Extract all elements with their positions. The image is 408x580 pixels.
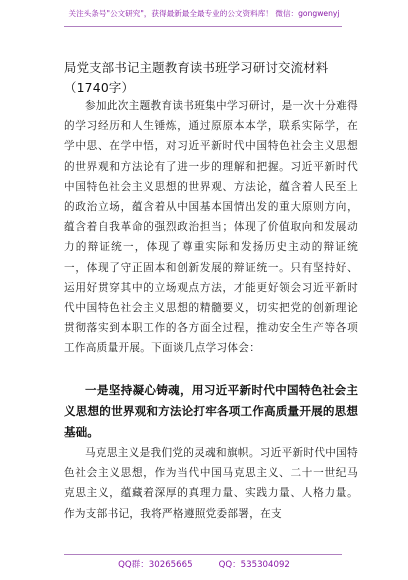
footer-qq: QQ：535304092 bbox=[218, 560, 290, 570]
body-paragraph-intro: 参加此次主题教育读书班集中学习研讨，是一次十分难得的学习经历和人生锤炼，通过原原本本学，联系实际学，在学中思、在学中悟，对习近平新时代中国特色社会主义思想的世界观和方法论有了进一步的理解和把握。习近平新时代中国特色社会主义思想的世界观、方法论，蕴含着人民至上的政治立场，蕴含着从中国基本国情出发的重大原则方向，蕴含着自我革命的强烈政治担当；体现了价值取向和发展动力的辩证统一，体现了尊重实际和发扬历史主动的辩证统一，体现了守正固本和创新发展的辩证统一。只有坚持好、运用好贯穿其中的立场观点方法，才能更好领会习近平新时代中国特色社会主义思想的精髓要义，切实把党的创新理论贯彻落实到本职工作的各方面全过程，推动安全生产等各项工作高质量开展。下面谈几点学习体会： bbox=[64, 100, 358, 355]
header-banner: 关注头条号"公文研究"，获得最新最全最专业的公文资料库！ 微信：gongwenyj bbox=[68, 9, 340, 18]
footer bbox=[0, 558, 408, 570]
footer-divider bbox=[64, 554, 342, 555]
header-divider bbox=[64, 26, 342, 27]
footer-qq-group: QQ群：30265665 bbox=[118, 560, 193, 570]
section-heading-1: 一是坚持凝心铸魂，用习近平新时代中国特色社会主义思想的世界观和方法论打牢各项工作高质量开展的思想基础。 bbox=[64, 383, 358, 439]
body-paragraph-section-1: 马克思主义是我们党的灵魂和旗帜。习近平新时代中国特色社会主义思想，作为当代中国马克思主义、二十一世纪马克思主义，蕴藏着深厚的真理力量、实践力量、人格力量。作为支部书记，我将严格遵照党委部署，在支 bbox=[64, 447, 358, 520]
document-title: 局党支部书记主题教育读书班学习研讨交流材料（1740字） bbox=[64, 60, 329, 95]
